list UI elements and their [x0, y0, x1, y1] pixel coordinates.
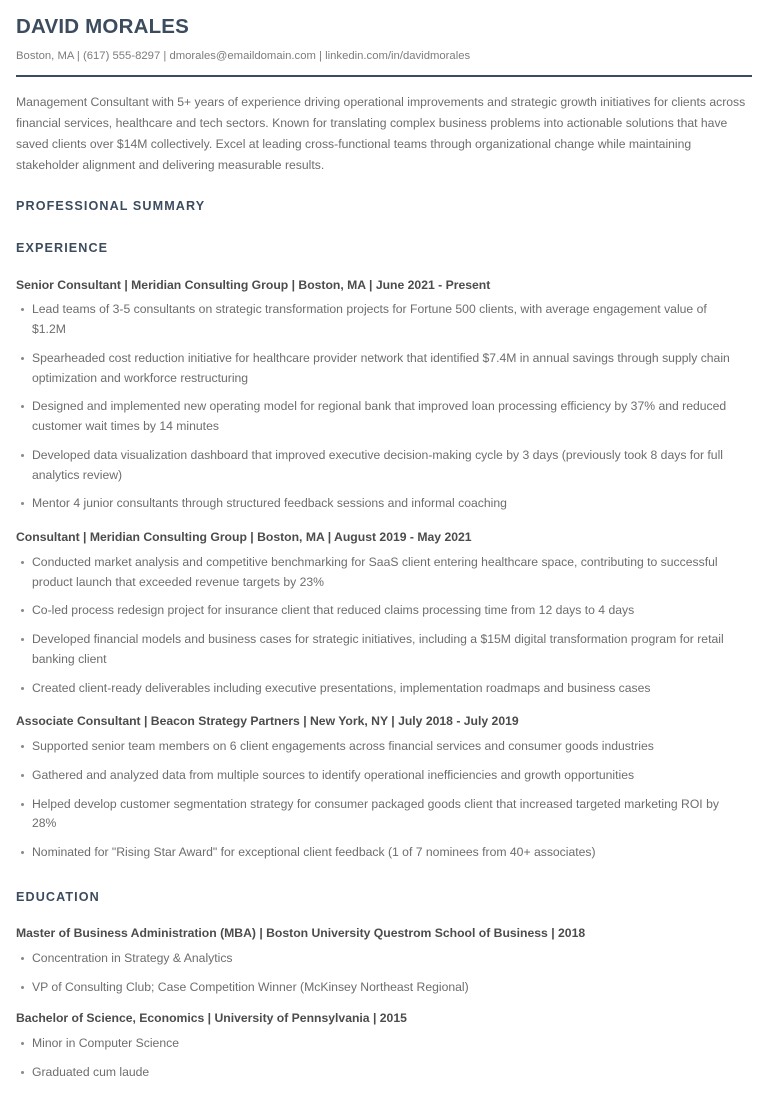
experience-list: [16, 277, 752, 863]
list-item: Gathered and analyzed data from multiple sources to identify operational inefficiencies and growth opportunities: [16, 766, 738, 786]
list-item: Developed financial models and business cases for strategic initiatives, including a $15M digital transformation program for retail banking client: [16, 630, 738, 670]
list-item: Graduated cum laude: [16, 1063, 738, 1083]
education-bullets: [16, 1034, 752, 1083]
experience-bullets: [16, 737, 752, 863]
list-item: Spearheaded cost reduction initiative for healthcare provider network that identified $7.4M in annual savings through supply chain optimization and workforce restructuring: [16, 349, 738, 389]
list-item: Designed and implemented new operating model for regional bank that improved loan processing efficiency by 37% and reduced customer wait times by 14 minutes: [16, 397, 738, 437]
header-divider: [16, 75, 752, 77]
list-item: Developed data visualization dashboard that improved executive decision-making cycle by 3 days (previously took 8 days for full analytics review): [16, 446, 738, 486]
list-item: Nominated for "Rising Star Award" for exceptional client feedback (1 of 7 nominees from 40+ associates): [16, 843, 738, 863]
list-item: Mentor 4 junior consultants through structured feedback sessions and informal coaching: [16, 494, 738, 514]
section-heading-experience: EXPERIENCE: [16, 241, 109, 256]
experience-entry-heading: Consultant | Meridian Consulting Group | Boston, MA | August 2019 - May 2021: [16, 530, 472, 545]
list-item: Co-led process redesign project for insurance client that reduced claims processing time from 12 days to 4 days: [16, 601, 738, 621]
list-item: Concentration in Strategy & Analytics: [16, 949, 738, 969]
list-item: Created client-ready deliverables including executive presentations, implementation roadmaps and business cases: [16, 679, 738, 699]
section-heading-education: EDUCATION: [16, 889, 100, 904]
list-item: Supported senior team members on 6 client engagements across financial services and consumer goods industries: [16, 737, 738, 757]
experience-entry: [16, 277, 752, 515]
experience-entry-heading: Associate Consultant | Beacon Strategy Partners | New York, NY | July 2018 - July 2019: [16, 714, 519, 729]
list-item: Minor in Computer Science: [16, 1034, 738, 1054]
list-item: Helped develop customer segmentation strategy for consumer packaged goods client that increased targeted marketing ROI by 28%: [16, 795, 738, 835]
experience-entry-heading: Senior Consultant | Meridian Consulting Group | Boston, MA | June 2021 - Present: [16, 277, 491, 292]
list-item: Conducted market analysis and competitive benchmarking for SaaS client entering healthcare space, contributing to successful product launch that exceeded revenue targets by 23%: [16, 553, 738, 593]
education-entry: [16, 925, 752, 997]
summary-paragraph: Management Consultant with 5+ years of experience driving operational improvements and strategic growth initiatives for clients across financial services, healthcare and tech sectors. Known for translating complex business problems into actionable solutions that have saved clients over $14M collectively. Excel at leading cross-functional teams through organizational change while maintaining stakeholder alignment and delivering measurable results.: [16, 94, 746, 172]
experience-bullets: [16, 300, 752, 514]
education-entry: [16, 1010, 752, 1082]
experience-entry: [16, 529, 752, 698]
contact-line: Boston, MA | (617) 555-8297 | dmorales@emaildomain.com | linkedin.com/in/davidmorales: [16, 49, 471, 62]
list-item: Lead teams of 3-5 consultants on strategic transformation projects for Fortune 500 clients, with average engagement value of $1.2M: [16, 300, 738, 340]
experience-entry: [16, 713, 752, 863]
experience-bullets: [16, 553, 752, 699]
section-heading-professional-summary: PROFESSIONAL SUMMARY: [16, 198, 206, 213]
list-item: VP of Consulting Club; Case Competition Winner (McKinsey Northeast Regional): [16, 978, 738, 998]
education-section: [16, 889, 752, 1083]
candidate-name: DAVID MORALES: [16, 15, 190, 38]
education-entry-heading: Bachelor of Science, Economics | University of Pennsylvania | 2015: [16, 1011, 407, 1026]
education-entry-heading: Master of Business Administration (MBA) | Boston University Questrom School of Business | 2018: [16, 926, 586, 941]
education-bullets: [16, 949, 752, 998]
